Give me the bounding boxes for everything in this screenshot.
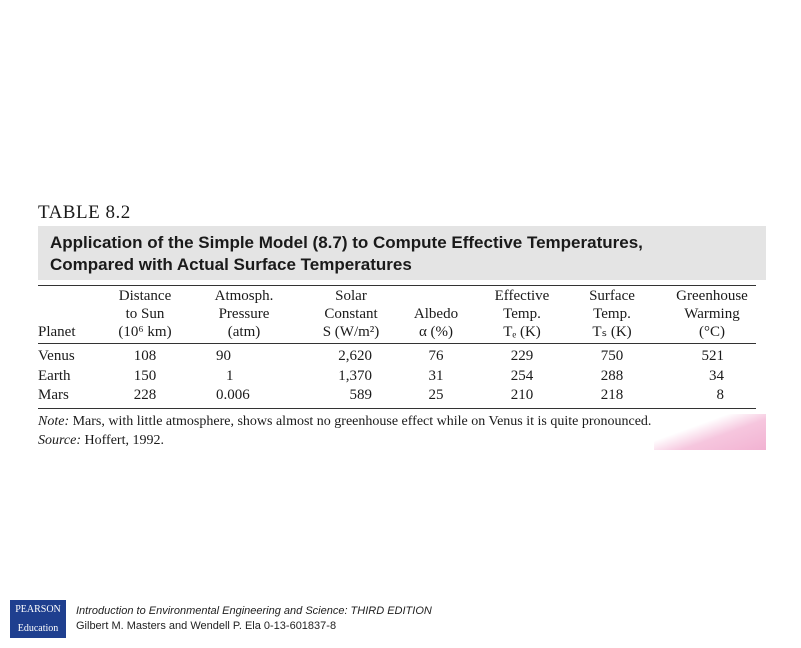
source-label: Source: bbox=[38, 433, 82, 448]
header-distance: Distance to Sun (10⁶ km) bbox=[118, 288, 172, 340]
cell-earth-solar: 1,370 bbox=[338, 368, 372, 384]
table-label: TABLE 8.2 bbox=[38, 202, 131, 223]
cell-planet-mars: Mars bbox=[38, 387, 69, 403]
header-effective-temp: Effective Temp. Tₑ (K) bbox=[494, 288, 550, 340]
cell-mars-pressure: 0.006 bbox=[216, 387, 250, 403]
cell-mars-solar: 589 bbox=[349, 387, 372, 403]
table-title-line1: Application of the Simple Model (8.7) to Compute Effective Temperatures, bbox=[50, 233, 643, 252]
cell-mars-surface: 218 bbox=[600, 387, 624, 403]
cell-venus-surface: 750 bbox=[600, 348, 624, 364]
cell-mars-effective: 210 bbox=[510, 387, 534, 403]
header-pressure: Atmosph. Pressure (atm) bbox=[214, 288, 274, 340]
bottom-rule bbox=[38, 408, 756, 409]
cell-mars-distance: 228 bbox=[133, 387, 157, 403]
cell-venus-warming: 521 bbox=[701, 348, 724, 364]
cell-planet-venus: Venus bbox=[38, 348, 75, 364]
header-surface-temp: Surface Temp. Tₛ (K) bbox=[589, 288, 635, 340]
cell-venus-solar: 2,620 bbox=[338, 348, 372, 364]
cell-venus-effective: 229 bbox=[510, 348, 534, 364]
cell-earth-surface: 288 bbox=[600, 368, 624, 384]
cell-mars-warming: 8 bbox=[716, 387, 724, 403]
cell-mars-albedo: 25 bbox=[428, 387, 444, 403]
table-title-box bbox=[38, 226, 766, 280]
cell-earth-distance: 150 bbox=[133, 368, 157, 384]
header-solar-constant: Solar Constant S (W/m²) bbox=[322, 288, 380, 340]
cell-venus-albedo: 76 bbox=[428, 348, 444, 364]
cell-earth-effective: 254 bbox=[510, 368, 534, 384]
pink-corner-decoration bbox=[654, 414, 766, 450]
cell-planet-earth: Earth bbox=[38, 368, 71, 384]
note-label: Note: bbox=[38, 414, 70, 429]
logo-top-text: PEARSON bbox=[15, 604, 61, 615]
cell-earth-warming: 34 bbox=[709, 368, 724, 384]
logo-bottom-text: Education bbox=[17, 623, 59, 634]
footer-book-title: Introduction to Environmental Engineering and Science: THIRD EDITION bbox=[76, 605, 432, 617]
source-text: Hoffert, 1992. bbox=[81, 433, 164, 448]
table-title-line2: Compared with Actual Surface Temperatures bbox=[50, 255, 412, 274]
cell-earth-albedo: 31 bbox=[428, 368, 444, 384]
table-source bbox=[38, 431, 164, 450]
table-note bbox=[38, 412, 651, 431]
header-rule bbox=[38, 343, 756, 344]
note-text: Mars, with little atmosphere, shows almost no greenhouse effect while on Venus it is quite pronounced. bbox=[69, 414, 652, 429]
cell-venus-distance: 108 bbox=[133, 348, 157, 364]
header-albedo: Albedo α (%) bbox=[413, 306, 459, 340]
cell-venus-pressure: 90 bbox=[216, 348, 231, 364]
footer-authors: Gilbert M. Masters and Wendell P. Ela 0-13-601837-8 bbox=[76, 620, 337, 632]
table-title bbox=[50, 232, 643, 276]
top-rule bbox=[38, 285, 756, 286]
header-greenhouse-warming: Greenhouse Warming (°C) bbox=[676, 288, 748, 340]
cell-earth-pressure: 1 bbox=[226, 368, 234, 384]
header-planet: Planet bbox=[38, 324, 76, 340]
pearson-logo bbox=[10, 600, 66, 638]
footer-citation bbox=[76, 604, 432, 634]
